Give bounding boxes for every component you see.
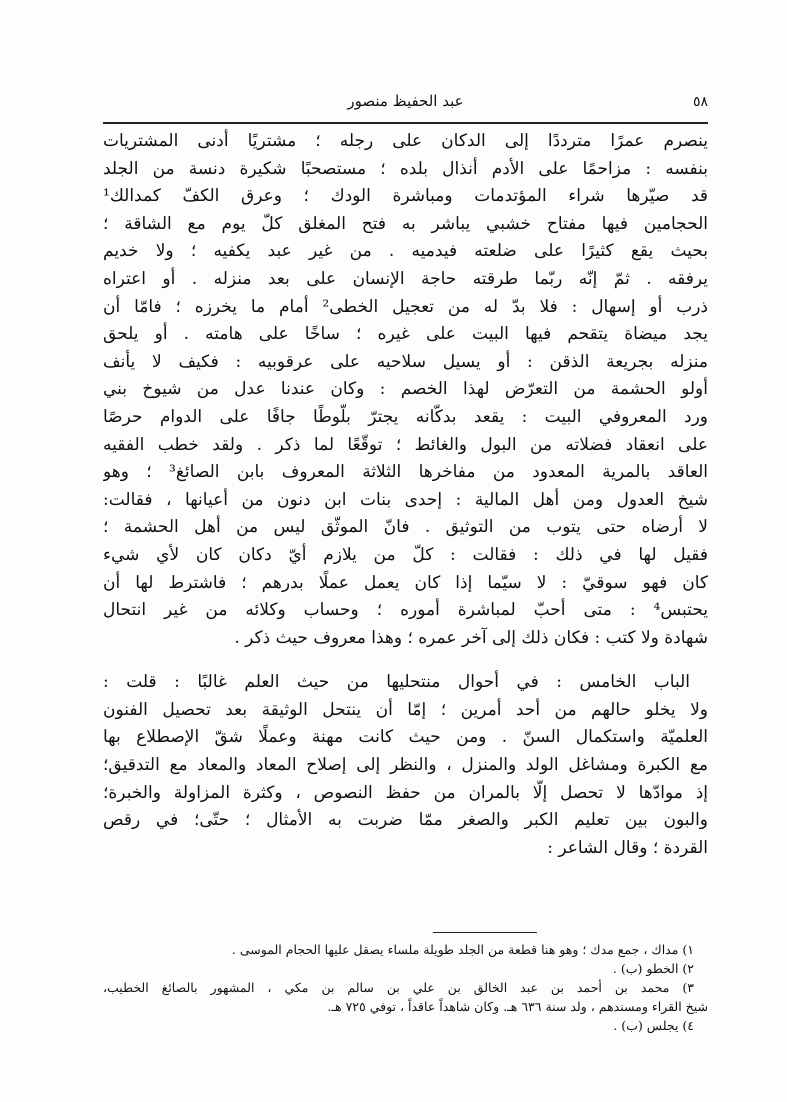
footnote-2: ٢) الخطو (ب) .	[612, 961, 694, 976]
header-rule	[103, 122, 708, 124]
footnote-3: ٣) محمد بن أحمد بن عبد الخالق بن علي بن سالم بن مكي ، المشهور بالصائغ الخطيب،	[103, 980, 694, 995]
text-line: يحتبس⁴ : متى أحبّ لمباشرة أموره ؛ وحساب وكلائه من غير انتحال	[103, 600, 708, 621]
header-author: عبد الحفيظ منصور	[347, 92, 464, 110]
text-line: بحيث يقع كثيرًا على ضلعته فيدميه . من غير عبد يكفيه ؛ ولا خديم	[103, 241, 708, 262]
text-line: يرفقه . ثمّ إنّه ربّما طرقته حاجة الإنسان على بعد منزله . أو اعتراه	[103, 268, 708, 289]
text-line: ينصرم عمرًا مترددًا إلى الدكان على رجله ؛ مشتريًا أدنى المشتريات	[103, 131, 708, 151]
footnote-1: ١) مداك ، جمع مدك ؛ وهو هنا قطعة من الجلد طويلة ملساء يصقل عليها الحجام الموسى .	[231, 942, 694, 957]
text-line: لا أرضاه حتى يتوب من التوثيق . فانّ الموثّق ليس من أهل الحشمة ؛	[103, 517, 708, 538]
page-number: ٥٨	[692, 94, 708, 110]
text-line: ولا يخلو حالهم من أحد أمرين ؛ إمّا أن ينتحل الوثيقة بعد تحصيل الفنون	[103, 699, 708, 720]
text-line: القردة ؛ وقال الشاعر :	[547, 837, 708, 858]
text-line: الباب الخامس : في أحوال منتحليها من حيث العلم غالبًا : قلت :	[103, 672, 690, 693]
text-line: ذرب أو إسهال : فلا بدّ له من تعجيل الخطى² أمام ما يخرزه ؛ فامّا أن	[103, 296, 708, 317]
body-text	[103, 128, 708, 862]
text-line: العاقد بالمرية المعدود من مفاخرها الثلاثة المعروف بابن الصائغ³ ؛ وهو	[103, 462, 708, 483]
text-line: والبون بين تعليم الكبر والصغر ممّا ضربت به الأمثال ؛ حتّى؛ في رقص	[103, 810, 708, 831]
text-line: قد صيّرها شراء المؤتدمات ومباشرة الودك ؛ وعرق الكفّ كمدالك¹	[103, 186, 708, 207]
text-line: كان فهو سوقيّ : لا سيّما إذا كان يعمل عملًا بدرهم ؛ فاشترط لها أن	[103, 572, 708, 593]
paragraph-2	[103, 669, 708, 862]
text-line: الحجامين فيها مفتاح خشبي يباشر به فتح المغلق كلّ يوم مع الشاقة ؛	[103, 213, 708, 234]
text-line: مع الكبرة ومشاغل الولد والمنزل ، والنظر إلى إصلاح المعاد والمعاد مع التدقيق؛	[103, 755, 708, 776]
footnote-rule	[433, 932, 537, 933]
text-line: شيخ العدول ومن أهل المالية : إحدى بنات ابن دنون من أعيانها ، فقالت:	[103, 489, 708, 510]
footnote-3-continued: شيخ القراء ومسندهم ، ولد سنة ٦٣٦ هـ. وكان شاهداً عاقداً ، توفي ٧٢٥ هـ.	[327, 999, 708, 1014]
footnotes	[103, 940, 708, 1035]
running-header	[103, 88, 708, 116]
text-line: منزله بجريعة الذقن : أو يسيل سلاحيه على عرقوبيه : فكيف لا يأنف	[103, 351, 708, 372]
text-line: إذ موادّها لا تحصل إلّا بالمران من حفظ النصوص ، وكثرة المزاولة والخبرة؛	[103, 782, 708, 803]
text-line: العلميّة واستكمال السنّ . ومن حيث كانت مهنة وعملًا شقّ الإصطلاع بها	[103, 727, 708, 748]
text-line: شهادة ولا كتب : فكان ذلك إلى آخر عمره ؛ وهذا معروف حيث ذكر .	[234, 627, 708, 648]
text-line: فقيل لها في ذلك : فقالت : كلّ من يلازم أيّ دكان كان لأي شيء	[103, 544, 708, 565]
text-line: ورد المعروفي البيت : يقعد بدكّانه يجترّ بلّوطًا جافًا على الدوام حرصًا	[103, 406, 708, 427]
text-line: أولو الحشمة من التعرّض لهذا الخصم : وكان عندنا عدل من شيوخ بني	[103, 379, 708, 400]
paragraph-1	[103, 128, 708, 652]
footnote-4: ٤) يجلس (ب) .	[613, 1018, 694, 1033]
text-line: يجد ميضاة يتقحم فيها البيت على غيره ؛ ساخًا على هامته . أو يلحق	[103, 324, 708, 345]
text-line: على انعقاد فضلاته من البول والغائط ؛ توقّعًا لما ذكر . ولقد خطب الفقيه	[103, 434, 708, 455]
text-line: بنفسه : مزاحمًا على الأدم أنذال بلده ؛ مستصحبًا شكيرة دنسة من الجلد	[103, 158, 708, 179]
